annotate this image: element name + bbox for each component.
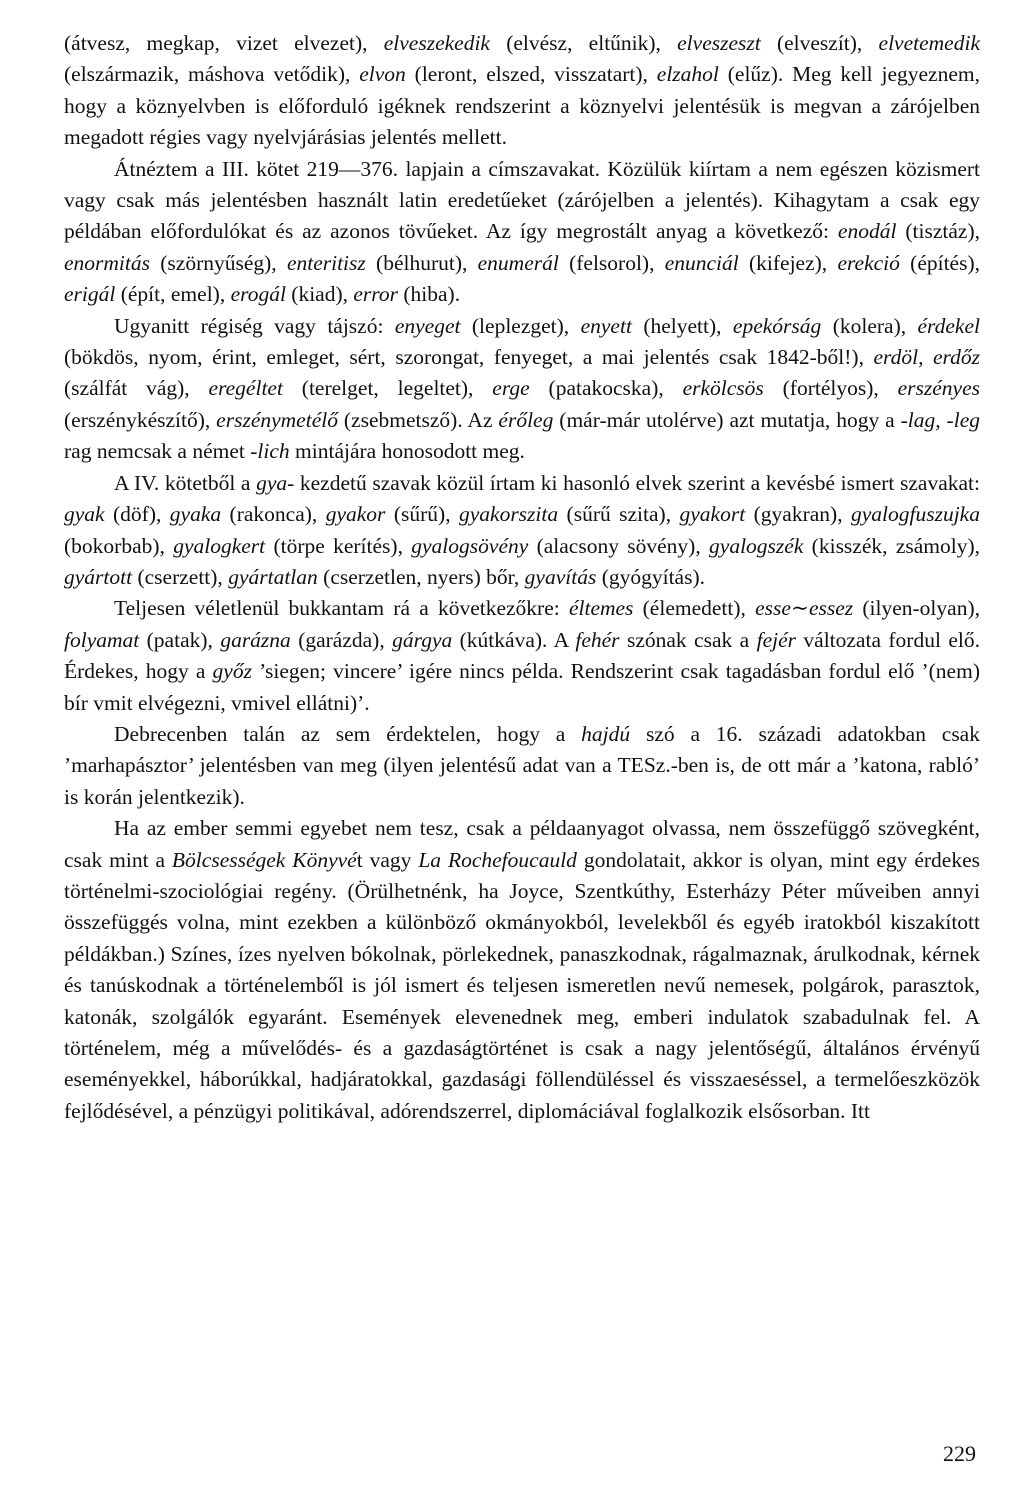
italic-term: erge <box>492 376 530 401</box>
italic-term: La Rochefoucauld <box>418 847 577 872</box>
paragraph <box>64 154 980 311</box>
italic-term: hajdú <box>581 721 631 746</box>
text-run: (kifejez), <box>738 250 838 275</box>
italic-term: Bölcsességek Könyvé <box>171 847 357 872</box>
text-run: (kiad), <box>285 282 354 307</box>
italic-term: erdöl, erdőz <box>873 345 980 370</box>
italic-term: fejér <box>756 627 796 652</box>
text-run: (gyakran), <box>745 502 851 527</box>
text-run: (ilyen-olyan), <box>853 596 980 621</box>
italic-term: -lich <box>250 439 290 464</box>
text-run: (sűrű), <box>385 502 459 527</box>
italic-term: error <box>353 282 398 307</box>
italic-term: győz <box>212 659 252 684</box>
text-run: (alacsony sövény), <box>528 533 710 558</box>
text-run: rag nemcsak a német <box>64 439 251 464</box>
text-run: kezdetű szavak közül írtam ki hasonló elvek szerint a kevésbé ismert szavakat: <box>294 470 980 495</box>
italic-term: -lag, -leg <box>900 407 980 432</box>
text-run: (cserzett), <box>132 564 229 589</box>
italic-term: fehér <box>575 627 620 652</box>
text-run: (szálfát vág), <box>64 376 209 401</box>
text-run: (elszármazik, máshova vetődik), <box>64 62 360 87</box>
text-run: ’siegen; vincere’ igére nincs példa. Rendszerint csak tagadásban fordul elő ’(nem) bír vmit elvégezni, vmivel ellátni)’. <box>64 659 980 715</box>
italic-term: gyakorszita <box>458 502 559 527</box>
text-run: (gyógyítás). <box>596 564 705 589</box>
text-run: (élemedett), <box>633 596 756 621</box>
paragraph <box>64 311 980 468</box>
italic-term: gyaka <box>169 502 222 527</box>
italic-term: garázna <box>220 627 291 652</box>
paragraph <box>64 468 980 594</box>
text-run: A IV. kötetből a <box>114 470 257 495</box>
paragraph <box>64 28 980 154</box>
italic-term: erekció <box>837 250 900 275</box>
italic-term: gyak <box>64 502 105 527</box>
italic-term: gyalogfuszujka <box>850 502 980 527</box>
italic-term: erkölcsös <box>682 376 764 401</box>
text-run: (tisztáz), <box>896 219 980 244</box>
italic-term: folyamat <box>64 627 140 652</box>
italic-term: enyett <box>580 313 632 338</box>
italic-term: érdekel <box>917 313 980 338</box>
text-run: (patak), <box>139 627 221 652</box>
italic-term: enteritisz <box>286 250 366 275</box>
text-run: (bokorbab), <box>64 533 174 558</box>
text-run: változata fordul elő. Érdekes, hogy a <box>64 627 980 684</box>
text-run: (patakocska), <box>529 376 683 401</box>
text-run: (fortélyos), <box>763 376 898 401</box>
text-run: (leront, elszed, visszatart), <box>405 62 657 87</box>
text-run: szó a 16. századi adatokban csak ’marhapásztor’ jelentésben van meg (ilyen jelentésű adat van a TESz.-ben is, de ott már a ’katona, rabló’ is korán jelentkezik). <box>64 721 980 809</box>
italic-term: gyártott <box>64 564 133 589</box>
text-run: (döf), <box>104 502 170 527</box>
italic-term: enormitás <box>64 250 150 275</box>
italic-term: éltemes <box>568 596 634 621</box>
text-run: (átvesz, megkap, vizet elvezet), <box>64 31 384 55</box>
italic-term: enyeget <box>394 313 461 338</box>
italic-term: eregéltet <box>208 376 283 401</box>
text-run: (kisszék, zsámoly), <box>803 533 980 558</box>
text-run: (bökdös, nyom, érint, emleget, sért, szorongat, fenyeget, a mai jelentés csak 1842-ből!), <box>64 345 874 370</box>
page-number: 229 <box>943 1441 976 1466</box>
text-run: (bélhurut), <box>365 250 478 275</box>
italic-term: enunciál <box>664 250 739 275</box>
italic-term: gyakort <box>679 502 746 527</box>
text-run: (szörnyűség), <box>150 250 287 275</box>
body-text <box>64 28 980 1127</box>
text-run: (kútkáva). A <box>452 627 576 652</box>
text-run: (cserzetlen, nyers) bőr, <box>317 564 525 589</box>
italic-term: gyártatlan <box>228 564 318 589</box>
italic-term: enodál <box>837 219 897 244</box>
text-run: (elűz). Meg kell jegyeznem, hogy a köznyelvben is előforduló igéknek rendszerint a köznyelvi jelentésük is megvan a zárójelben megadott régies vagy nyelvjárásias jelentés mellett. <box>64 62 980 150</box>
italic-term: gyalogszék <box>709 533 804 558</box>
italic-term: elvon <box>359 62 406 87</box>
text-run: (hiba). <box>398 282 461 307</box>
italic-term: elzahol <box>656 62 719 87</box>
text-run: (sűrű szita), <box>558 502 680 527</box>
text-run: (kolera), <box>821 313 918 338</box>
italic-term: gyalogkert <box>173 533 266 558</box>
italic-term: elveszeszt <box>677 31 761 55</box>
text-run: mintájára honosodott meg. <box>289 439 525 464</box>
text-run: gondolatait, akkor is olyan, mint egy érdekes történelmi-szociológiai regény. (Örülhetnénk, ha Joyce, Szentkúthy, Esterházy Péter műveiben annyi összefüggés volna, mint ezekben a különböző okmányokból, levelekből és egyéb iratokból kiszakított példákban.) Színes, ízes nyelven bókolnak, pörlekednek, panaszkodnak, rágalmaznak, árulkodnak, kérnek és tanúskodnak a történelemből is jól ismert és teljesen ismeretlen nevű nemesek, polgárok, parasztok, katonák, szolgálók egyaránt. Események elevenednek meg, emberi indulatok szabadulnak fel. A történelem, még a művelődés- és a gazdaságtörténet is csak a nagy jelentőségű, általános érvényű eseményekkel, háborúkkal, hadjáratokkal, gazdasági föllendüléssel és visszaeséssel, a termelőeszközök fejlődésével, a pénzügyi politikával, adórendszerrel, diplomáciával foglalkozik elsősorban. Itt <box>64 847 981 1123</box>
text-run: (zsebmetsző). Az <box>337 407 499 432</box>
italic-term: érőleg <box>498 407 554 432</box>
text-run: (elveszít), <box>760 31 879 55</box>
text-run: (épít, emel), <box>115 282 231 307</box>
italic-term: elvetemedik <box>878 31 980 55</box>
italic-term: enumerál <box>477 250 559 275</box>
text-run: (terelget, legeltet), <box>282 376 493 401</box>
paragraph <box>64 719 980 813</box>
text-run: (felsorol), <box>558 250 665 275</box>
text-run: (erszénykészítő), <box>64 407 217 432</box>
italic-term: elveszekedik <box>383 31 490 55</box>
italic-term: gárgya <box>392 627 453 652</box>
text-run: (helyett), <box>631 313 733 338</box>
text-run: (rakonca), <box>221 502 326 527</box>
italic-term: erszényes <box>897 376 980 401</box>
text-run: szónak csak a <box>619 627 757 652</box>
italic-term: erogál <box>230 282 286 307</box>
text-run: (elvész, eltűnik), <box>489 31 678 55</box>
italic-term: erigál <box>64 282 116 307</box>
text-run: (leplezget), <box>460 313 581 338</box>
italic-term: erszénymetélő <box>216 407 338 432</box>
text-run: (törpe kerítés), <box>265 533 412 558</box>
text-run: Átnéztem a III. kötet 219—376. lapjain a címszavakat. Közülük kiírtam a nem egészen közismert vagy csak más jelentésben használt latin eredetűeket (zárójelben a jelentés). Kihagytam a csak egy példában előfordulókat és az azonos tövűeket. Az így megrostált anyag a következő: <box>64 156 980 244</box>
text-run: Ha az ember semmi egyebet nem tesz, csak a példaanyagot olvassa, nem összefüggő szövegként, csak mint a <box>64 816 980 872</box>
italic-term: gyavítás <box>524 564 597 589</box>
text-run: Teljesen véletlenül bukkantam rá a következőkre: <box>114 596 569 621</box>
italic-term: esse∼essez <box>755 596 854 621</box>
italic-term: gyakor <box>325 502 386 527</box>
text-run: (garázda), <box>290 627 393 652</box>
paragraph <box>64 813 980 1127</box>
text-run: t vagy <box>356 847 419 872</box>
italic-term: epekórság <box>732 313 822 338</box>
text-run: Debrecenben talán az sem érdektelen, hogy a <box>114 721 582 746</box>
text-run: Ugyanitt régiség vagy tájszó: <box>114 313 395 338</box>
paragraph <box>64 593 980 719</box>
italic-term: gya- <box>256 470 295 495</box>
italic-term: gyalogsövény <box>411 533 529 558</box>
text-run: (már-már utolérve) azt mutatja, hogy a <box>553 407 901 432</box>
text-run: (építés), <box>899 250 980 275</box>
